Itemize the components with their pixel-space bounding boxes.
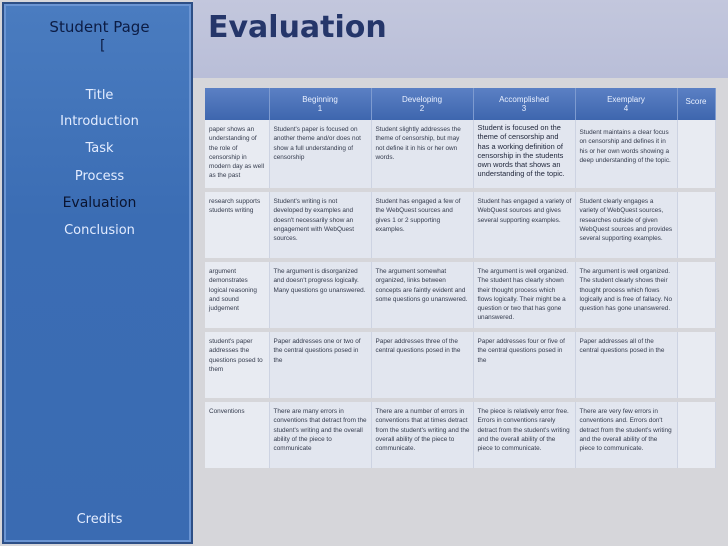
page-title: Evaluation [208, 10, 387, 45]
table-row [205, 260, 715, 330]
rubric-cell: Paper addresses four or five of the central questions posed in the [473, 330, 575, 400]
rubric-cell: There are many errors in conventions that detract from the student's writing and the overall ability of the piece to communicate [269, 400, 371, 470]
nav-item-title[interactable]: Title [85, 88, 114, 103]
nav-item-introduction[interactable]: Introduction [60, 114, 139, 129]
rubric-cell: Student's paper is focused on another theme and/or does not show a full understanding of censorship [269, 120, 371, 190]
rubric-cell: Student has engaged a variety of WebQuest sources and gives several supporting examples. [473, 190, 575, 260]
nav-item-credits[interactable]: Credits [76, 512, 123, 527]
rubric-cell: The argument somewhat organized, links between concepts are faintly evident and some questions go unanswered. [371, 260, 473, 330]
rubric-cell: Student has engaged a few of the WebQuest sources and gives 1 or 2 supporting examples. [371, 190, 473, 260]
score-cell [677, 330, 715, 400]
table-row [205, 190, 715, 260]
rubric-cell: Student's writing is not developed by examples and doesn't necessarily show an engagement with WebQuest sources. [269, 190, 371, 260]
rubric-cell: There are a number of errors in conventions that at times detract from the student's writing and the overall ability of the piece to communicate. [371, 400, 473, 470]
rubric-cell: The argument is well organized. The student has clearly shown their thought process which flows logically. Their might be a question or two that has gone unanswered. [473, 260, 575, 330]
score-cell [677, 190, 715, 260]
nav-item-evaluation[interactable]: Evaluation [62, 195, 137, 211]
nav-item-process[interactable]: Process [74, 169, 125, 184]
rubric-cell: Paper addresses three of the central questions posed in the [371, 330, 473, 400]
nav-item-task[interactable]: Task [85, 141, 114, 156]
sidebar-title: Student Page [49, 18, 150, 36]
rubric-table [205, 88, 716, 472]
score-cell [677, 400, 715, 470]
table-row [205, 120, 715, 190]
sidebar-bracket: [ [100, 38, 106, 54]
criterion-cell: paper shows an understanding of the role of censorship in modern day as well as the past [205, 120, 269, 190]
header-accomplished: Accomplished 3 [473, 88, 575, 120]
rubric-cell: The argument is well organized. The student clearly shows their thought process which flows logically and is free of fallacy. No question has gone unanswered. [575, 260, 677, 330]
score-cell [677, 260, 715, 330]
rubric-cell: Paper addresses all of the central questions posed in the [575, 330, 677, 400]
rubric-cell: Student maintains a clear focus on censorship and defines it in his or her own words showing a deep understanding of the topic. [575, 120, 677, 190]
criterion-cell: argument demonstrates logical reasoning and sound judgement [205, 260, 269, 330]
header-exemplary: Exemplary 4 [575, 88, 677, 120]
criterion-cell: research supports students writing [205, 190, 269, 260]
sidebar [2, 2, 193, 544]
score-cell [677, 120, 715, 190]
criterion-cell: Conventions [205, 400, 269, 470]
table-row [205, 330, 715, 400]
header-beginning: Beginning 1 [269, 88, 371, 120]
header-criteria [205, 88, 269, 120]
rubric-header-row [205, 88, 715, 120]
header-developing: Developing 2 [371, 88, 473, 120]
rubric-cell: Student clearly engages a variety of WebQuest sources, researches outside of given WebQuest sources and provides several supporting examples. [575, 190, 677, 260]
rubric-cell: Paper addresses one or two of the central questions posed in the [269, 330, 371, 400]
rubric-cell: The argument is disorganized and doesn't progress logically. Many questions go unanswered. [269, 260, 371, 330]
header-score: Score [677, 88, 715, 120]
rubric-cell: Student is focused on the theme of censorship and has a working definition of censorship in the students own words that shows an understanding of the topic. [473, 120, 575, 190]
criterion-cell: student's paper addresses the questions posed to them [205, 330, 269, 400]
rubric-cell: There are very few errors in conventions and. Errors don't detract from the student's writing and the overall ability of the piece to communicate. [575, 400, 677, 470]
nav-item-conclusion[interactable]: Conclusion [64, 223, 135, 238]
table-row [205, 400, 715, 470]
rubric-cell: The piece is relatively error free. Errors in conventions rarely detract from the student's writing and the overall ability of the piece to communicate. [473, 400, 575, 470]
rubric-cell: Student slightly addresses the theme of censorship, but may not define it in his or her own words. [371, 120, 473, 190]
